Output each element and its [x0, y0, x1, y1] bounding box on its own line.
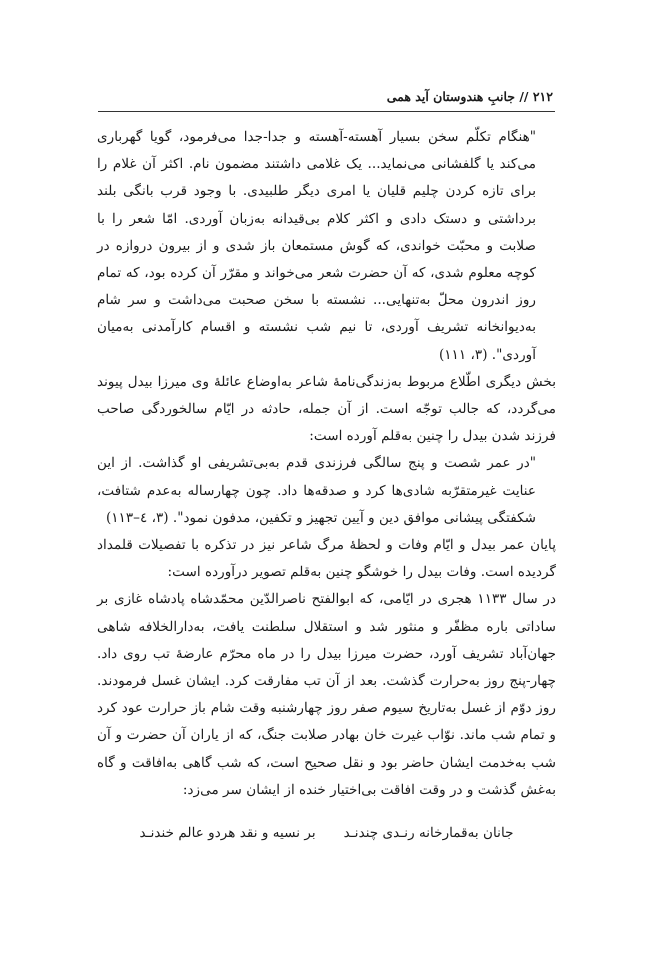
body-paragraph-5: در سال ۱۱۳۳ هجری در ایّامی، که ابوالفتح ناصرالدّین محمّدشاه پادشاه غازی بر ساداتی باره مظفّر و منثور شد و استقلال سلطنت یافت، به‌دارالخلافه شاهی جهان‌آباد تشریف آورد، حضرت میرزا بیدل را در ماه محرّم عارضهٔ تب روی داد. چهار-پنج روز به‌حرارت گذشت. بعد از آن تب مفارقت کرد. ایشان غسل فرمودند. روز دوّم از غسل به‌تاریخ سیوم صفر روز چهارشنبه وقت شام باز حرارت عود کرد و تمام شب ماند. نوّاب غیرت خان بهادر صلابت جنگ، که از یاران آن حضرت و آن شب به‌خدمت ایشان حاضر بود و نقل صحیح است، که شب گاهی به‌افاقت و گاه به‌غش گذشت و در وقت افاقت بی‌اختیار خنده از ایشان سر می‌زد: [97, 591, 557, 798]
quote-paragraph-3: "در عمر شصت و پنج سالگی فرزندی قدم به‌بی‌تشریفی او گذاشت. از این عنایت غیرمتقرّبه شادی‌ها کرد و صدقه‌ها داد. چون چهارساله به‌عدم شتافت، شکفتگی پیشانی موافق دین و آیین تجهیز و تکفین، مدفون نمود". (۳، ٤–۱۱۳) [97, 455, 536, 526]
verse-hemistich-1: جانان به‌قمارخانه رنـدی چندنـد [343, 825, 514, 841]
body-paragraph-4: پایان عمر بیدل و ایّام وفات و لحظهٔ مرگ شاعر نیز در تذکره با تفصیلات قلمداد گردیده است. وفات بیدل را خوشگو چنین به‌قلم تصویر درآورده است: [97, 537, 556, 581]
running-header [98, 86, 553, 106]
main-text [97, 124, 556, 804]
quote-paragraph-1: "هنگام تکلّم سخن بسیار آهسته-آهسته و جدا-جدا می‌فرمود، گویا گهرباری می‌کند یا گلفشانی می‌نماید... یک غلامی داشتند مضمون نام. اکثر آن غلام را برای تازه کردن چلیم قلیان یا امری دیگر طلبیدی. با وجود قرب بانگی بلند برداشتی و دستک دادی و اکثر کلام بی‌قیدانه به‌زبان آوردی. امّا شعر را با صلابت و محبّت خواندی، که گوش مستمعان باز شدی و از بیرون دروازه در کوچه معلوم شدی، که آن حضرت شعر می‌خواند و مقرّر آن کرده بود، که تمام روز اندرون محلّ به‌تنهایی... نشسته با سخن صحبت می‌داشت و سر شام به‌دیوانخانه تشریف آوردی، تا نیم شب نشسته و اقسام کارآمدنی به‌میان آوردی". (۳، ۱۱۱) [97, 129, 536, 363]
running-title: ۲۱۲ // جانبِ هندوستان آید همی [386, 88, 553, 104]
verse-couplet [100, 820, 553, 847]
verse-hemistich-2: بر نسیه و نقد هردو عالم خندنـد [139, 825, 316, 841]
body-paragraph-2: بخش دیگری اطّلاع مربوط به‌زندگی‌نامهٔ شاعر به‌اوضاع عائلهٔ وی میرزا بیدل پیوند می‌گردد، که جالب توجّه است. از آن جمله، حادثه در ایّام سالخوردگی صاحب فرزند شدن بیدل را چنین به‌قلم آورده است: [97, 373, 556, 445]
header-rule [98, 111, 555, 112]
